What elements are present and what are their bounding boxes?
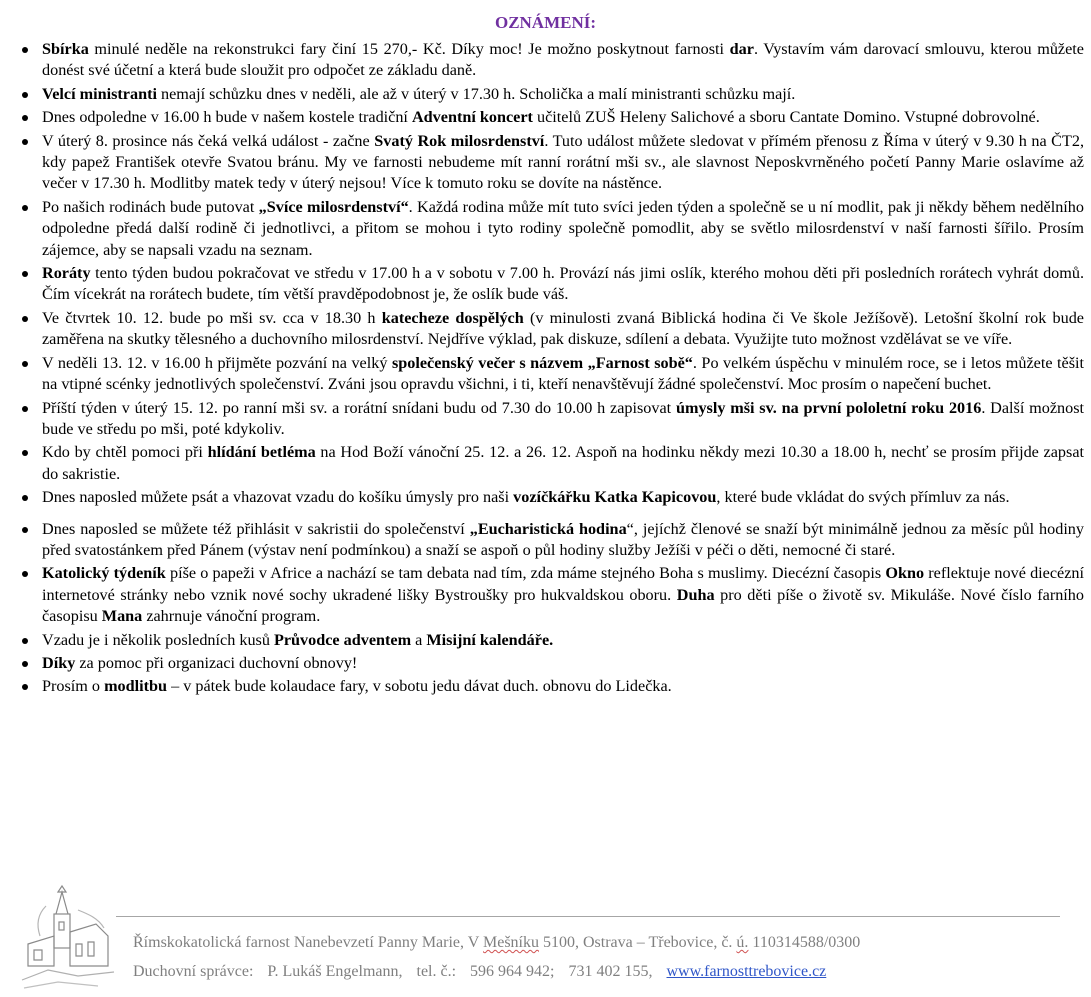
item-text: (v minulosti zvaná Biblická hodina či Ve škole Ježíšově). Letošní školní rok bude zaměřena na skutky tělesného a duchovního milosrdenství. Nejdříve výklad, pak diskuze, sdílení a debata. Využijte tuto možnost vzdělávat se ve víře. (42, 308, 1084, 349)
list-item (0, 676, 1091, 697)
bullet-icon (22, 661, 28, 667)
list-item (0, 353, 1091, 396)
item-text: zahrnuje vánoční program. (142, 607, 321, 626)
item-text: Dnes naposled můžete psát a vhazovat vzadu do košíku úmysly pro naši (42, 488, 514, 507)
list-item (0, 308, 1091, 351)
list-item (0, 131, 1091, 195)
item-text: . Tuto událost můžete sledovat v přímém přenosu z Říma v úterý v 9.30 h na ČT2, kdy papež František otevře Svatou bránu. My ve farnosti nebudeme mít ranní rorátní mši sv., ale slavnost Neposkvrněného početí Panny Marie oslavíme až večer v 17.30 h. Modlitby matek tedy v úterý nejsou! Více k tomuto roku se dovíte na nástěnce. (42, 131, 1084, 193)
list-item (0, 442, 1091, 485)
item-text: učitelů ZUŠ Heleny Salichové a sboru Cantate Domino. Vstupné dobrovolné. (532, 108, 1040, 127)
item-text: minulé neděle na rekonstrukci fary činí 15 270,- Kč. Díky moc! Je možno poskytnout farnosti (88, 40, 730, 58)
list-item (0, 107, 1091, 128)
item-text: . Každá rodina může mít tuto svíci jeden týden a společně se u ní modlit, pak ji někdy během nedělního odpoledne předá další rodině či jednotlivci, a přitom se mohou i tyto rodiny společně pomodlit, aby se světlo milosrdenství v naší farnosti šířilo. Prosím zájemce, aby se napsali vzadu na seznam. (42, 197, 1084, 259)
bold-text: „Eucharistická hodina (469, 519, 627, 538)
bullet-icon (22, 527, 28, 533)
item-text: pro děti píše o životě sv. Mikuláše. Nové číslo farního časopisu (42, 585, 1084, 626)
bullet-icon (22, 139, 28, 145)
bold-text: Mana (101, 607, 143, 626)
item-text: V neděli 13. 12. v 16.00 h přijměte pozvání na velký (42, 353, 392, 372)
list-item (0, 653, 1091, 674)
phone-1: 596 964 942; (470, 963, 555, 980)
footer-contact (133, 962, 1073, 982)
bold-text: Průvodce adventem (273, 630, 412, 649)
priest-name: P. Lukáš Engelmann, (267, 963, 403, 980)
item-text: Prosím o (42, 677, 105, 696)
item-text: a (411, 630, 427, 649)
list-item (0, 39, 1091, 82)
list-item (0, 263, 1091, 306)
bold-text: Velcí ministranti (42, 84, 157, 103)
bullet-icon (22, 205, 28, 211)
bold-text: Adventní koncert (411, 108, 533, 127)
item-text: , které bude vkládat do svých přímluv za nás. (716, 488, 1010, 507)
footer-address: Římskokatolická farnost Nanebevzetí Panny Marie, V Mešníku 5100, Ostrava – Třebovice, č. ú. 110314588/0300 (133, 934, 861, 951)
item-text: nemají schůzku dnes v neděli, ale až v úterý v 17.30 h. Scholička a malí ministranti schůzku mají. (156, 84, 796, 103)
bold-text: Duha (676, 585, 715, 604)
list-item (0, 398, 1091, 441)
item-text: Dnes odpoledne v 16.00 h bude v našem kostele tradiční (42, 108, 412, 127)
list-item (0, 519, 1091, 562)
item-text: . Další možnost bude ve středu po mši, poté kdykoliv. (42, 398, 1085, 438)
bullet-icon (22, 495, 28, 501)
bullet-icon (22, 450, 28, 456)
street-name: Mešníku (483, 934, 539, 951)
church-sketch-icon (18, 884, 118, 994)
announcement-list (0, 39, 1091, 700)
item-text: . Po velkém úspěchu v minulém roce, se i letos můžete těšit na vtipné scénky jednotlivých společenství. Zváni jsou opravdu všichni, i ti, kteří nenavštěvují žádné společenství. Moc prosím o napečení buchet. (42, 353, 1085, 394)
bold-text: Okno (885, 564, 925, 583)
item-text: Dnes naposled se můžete též přihlásit v sakristii do společenství (42, 519, 470, 538)
bullet-icon (22, 684, 28, 690)
item-text: V úterý 8. prosince nás čeká velká událost - začne (42, 131, 375, 150)
bold-text: Sbírka (42, 40, 89, 58)
bullet-icon (22, 271, 28, 277)
bullet-icon (22, 115, 28, 121)
item-text: Vzadu je i několik posledních kusů (42, 630, 274, 649)
bullet-icon (22, 638, 28, 644)
bullet-icon (22, 47, 28, 53)
bullet-icon (22, 92, 28, 98)
item-text: za pomoc při organizaci duchovní obnovy! (75, 653, 358, 672)
bold-text: hlídání betléma (207, 443, 316, 462)
item-text: Kdo by chtěl pomoci při (42, 443, 208, 462)
bullet-icon (22, 571, 28, 577)
item-text: tento týden budou pokračovat ve středu v 17.00 h a v sobotu v 7.00 h. Provází nás jimi oslík, kterého mohou děti při posledních rorátech vyhrát domů. Čím vícekrát na rorátech budete, tím větší pravděpodobnost je, že oslík bude váš. (42, 264, 1084, 304)
item-text: na Hod Boží vánoční 25. 12. a 26. 12. Aspoň na hodinku někdy mezi 10.30 a 18.00 h, nechť se prosím přijde zapsat do sakristie. (42, 443, 1085, 483)
item-text: Příští týden v úterý 15. 12. po ranní mši sv. a rorátní snídani budu od 7.30 do 10.00 h zapisovat (42, 398, 676, 417)
bullet-icon (22, 316, 28, 322)
footer-divider (116, 916, 1060, 917)
bullet-icon (22, 361, 28, 367)
priest-label: Duchovní správce: (133, 963, 254, 980)
bold-text: Katolický týdeník (42, 564, 166, 583)
bullet-icon (22, 406, 28, 412)
list-item (0, 84, 1091, 105)
bold-text: úmysly mši sv. na první pololetní roku 2016 (675, 398, 982, 417)
bold-text: Roráty (42, 264, 91, 283)
item-text: “, jejíchž členové se snaží být minimálně jednou za měsíc půl hodiny před svatostánkem před Pánem (výstav není podmínkou) a snaží se aspoň o půl hodiny služby Ježíši v péči o děti, nemocné či staré. (42, 519, 1084, 559)
website-link[interactable]: www.farnosttrebovice.cz (666, 963, 827, 980)
item-text: – v pátek bude kolaudace fary, v sobotu jedu dávat duch. obnovu do Lidečka. (167, 677, 672, 696)
bold-text: vozíčkářku Katka Kapicovou (513, 488, 717, 507)
item-text: reflektuje nové diecézní internetové stránky nebo vznik nové sochy ukradené lišky Bystroušky pro hukvaldskou oboru. (42, 564, 1084, 604)
page-title: OZNÁMENÍ: (494, 13, 597, 32)
bold-text: Misijní kalendáře. (426, 630, 554, 649)
item-text: . Vystavím vám darovací smlouvu, kterou můžete donést své účetní a která bude sloužit pro odpočet ze základu daně. (42, 40, 1084, 80)
item-text: Ve čtvrtek 10. 12. bude po mši sv. cca v 18.30 h (42, 308, 382, 327)
bold-text: modlitbu (104, 677, 168, 696)
list-item (0, 487, 1091, 508)
account-abbrev: ú. (736, 934, 749, 951)
list-item (0, 197, 1091, 261)
bold-text: společenský večer s názvem „Farnost sobě“ (391, 353, 693, 372)
bold-text: Díky (42, 653, 76, 672)
item-text: Po našich rodinách bude putovat (42, 197, 259, 216)
phone-label: tel. č.: (416, 963, 457, 980)
bold-text: „Svíce milosrdenství“ (258, 197, 409, 216)
item-text: píše o papeži v Africe a nachází se tam debata nad tím, zda máme stejného Boha s muslimy. Diecézní časopis (165, 564, 886, 583)
bold-text: katecheze dospělých (381, 308, 524, 327)
list-item (0, 630, 1091, 651)
list-item (0, 563, 1091, 627)
phone-2: 731 402 155, (568, 963, 653, 980)
bold-text: Svatý Rok milosrdenství (374, 131, 545, 150)
bold-text: dar (729, 40, 754, 58)
